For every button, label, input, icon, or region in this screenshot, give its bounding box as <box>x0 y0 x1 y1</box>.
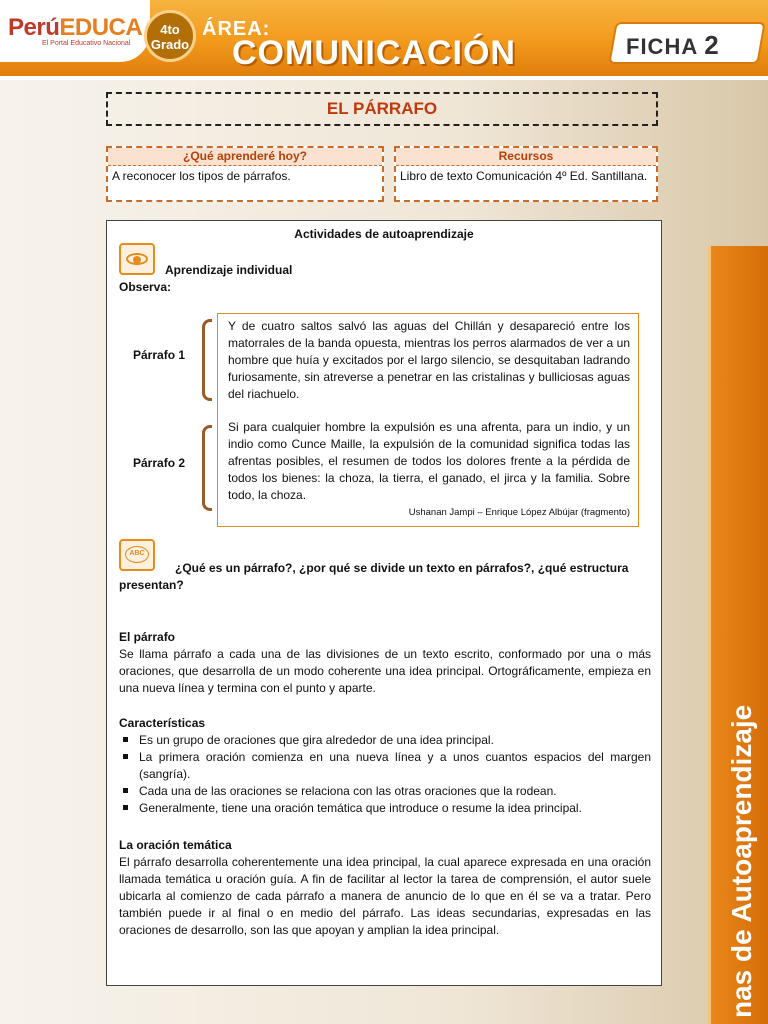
paragraphs-box <box>217 313 639 527</box>
paragraph1-label: Párrafo 1 <box>133 348 186 362</box>
list-item: Cada una de las oraciones se relaciona con las otras oraciones que la rodean. <box>119 783 651 800</box>
paragraph2-label: Párrafo 2 <box>133 456 186 470</box>
resources-box-body: Libro de texto Comunicación 4º Ed. Santillana. <box>400 169 648 183</box>
observe-label: Observa: <box>119 280 172 294</box>
characteristics-section <box>119 715 651 817</box>
resources-box <box>394 146 658 202</box>
list-item: La primera oración comienza en una nueva línea y a unos cuantos espacios del margen (sangría). <box>119 749 651 783</box>
eye-icon <box>119 243 155 275</box>
page-header <box>0 0 768 80</box>
section-heading: Características <box>119 716 206 730</box>
characteristics-list <box>119 732 651 817</box>
paragraph2-text: Si para cualquier hombre la expulsión es una afrenta, para un indio, y un indio como Cunce Maille, la expulsión de la comunidad significa todas las afrentas posibles, el resumen de todos los dolores frente a la pérdida de todos los bienes: la choza, la tierra, el ganado, el jirca y la familia. Sobre todo, la choza. <box>228 420 630 502</box>
paragraph-definition <box>119 629 651 697</box>
section-heading: El párrafo <box>119 630 176 644</box>
bracket-icon <box>202 425 212 511</box>
area-title: COMUNICACIÓN <box>232 34 516 72</box>
individual-learning-label: Aprendizaje individual <box>165 263 293 277</box>
learn-box-body: A reconocer los tipos de párrafos. <box>112 169 291 183</box>
thematic-sentence-section <box>119 837 651 939</box>
section-text: Se llama párrafo a cada una de las divisiones de un texto escrito, conformado por una o más oraciones, que desarrolla de un modo coherente una idea principal. Ortográficamente, empieza en una nueva línea y termina con el punto y aparte. <box>119 647 651 695</box>
citation: Ushanan Jampi – Enrique López Albújar (fragmento) <box>408 507 630 518</box>
activities-title: Actividades de autoaprendizaje <box>294 227 474 241</box>
list-item: Es un grupo de oraciones que gira alrededor de una idea principal. <box>119 732 651 749</box>
abc-speech-icon: ABC <box>119 539 155 571</box>
area-label: ÁREA: <box>202 18 271 40</box>
list-item: Generalmente, tiene una oración temática que introduce o resume la idea principal. <box>119 800 651 817</box>
grade-badge: 4to Grado <box>144 10 196 62</box>
logo-text: PerúEDUCA <box>8 14 143 41</box>
resources-box-header: Recursos <box>396 148 656 166</box>
side-banner-text: nas de Autoaprendizaje <box>726 704 757 1018</box>
perueduca-logo[interactable] <box>0 0 150 62</box>
bracket-icon <box>202 319 212 401</box>
activities-panel <box>106 220 662 986</box>
section-text: El párrafo desarrolla coherentemente una idea principal, la cual aparece expresada en una oración llamada temática u oración guía. A fin de facilitar al lector la tarea de comprensión, el autor suele ubicarla al comienzo de cada párrafo a manera de anuncio de lo que en él se va a tratar. Pero también puede ir al final o en medio del párrafo. Las ideas secundarias, expresadas en las oraciones de desarrollo, son las que apoyan y amplian la idea principal. <box>119 855 651 937</box>
section-heading: La oración temática <box>119 838 232 852</box>
paragraph1-text: Y de cuatro saltos salvó las aguas del Chillán y desapareció entre los matorrales de la banda opuesta, mientras los perros alarmados de ver a un hombre que huía y excitados por el largo silencio, se desquitaban ladrando furiosamente, sin atreverse a penetrar en las cristalinas y bulliciosas aguas del riachuelo. <box>228 319 630 401</box>
logo-subtitle: El Portal Educativo Nacional <box>42 40 131 47</box>
learn-box-header: ¿Qué aprenderé hoy? <box>108 148 382 166</box>
page-title: EL PÁRRAFO <box>106 92 658 126</box>
ficha-label: FICHA 2 <box>626 30 720 60</box>
question-text: ¿Qué es un párrafo?, ¿por qué se divide un texto en párrafos?, ¿qué estructura presentan? <box>119 561 629 592</box>
learn-box <box>106 146 384 202</box>
